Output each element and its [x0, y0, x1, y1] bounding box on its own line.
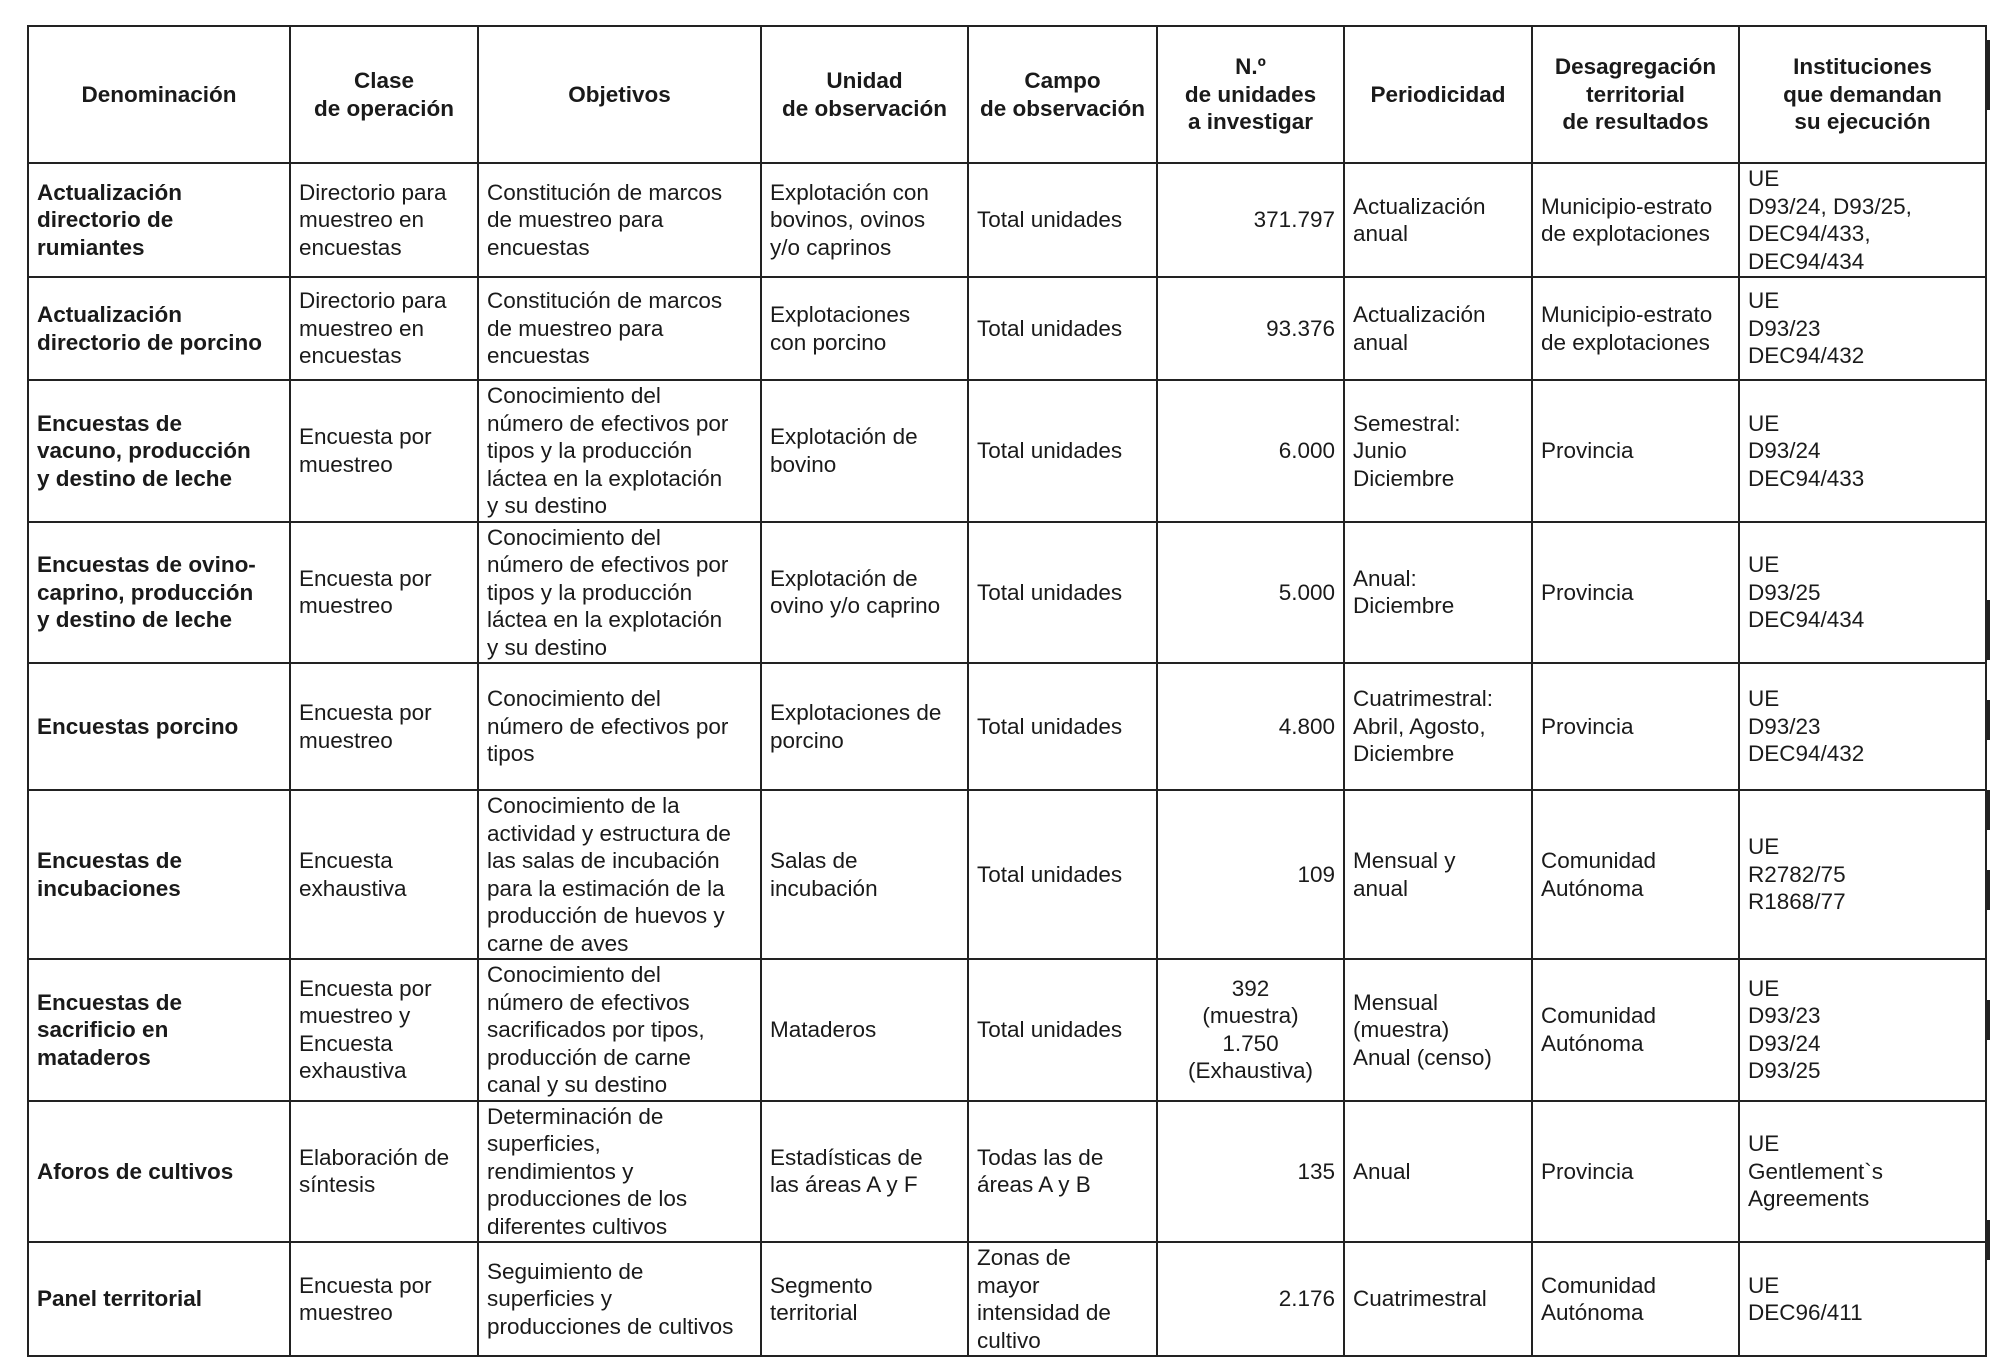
cell-line: Encuestas de — [37, 848, 183, 873]
cell-line: D93/24 — [1748, 1030, 1821, 1056]
cell-unidad — [761, 522, 968, 664]
cell-denominacion — [28, 380, 290, 522]
header-instituciones: Instituciones que demandan su ejecución — [1739, 26, 1986, 163]
cell-denominacion — [28, 1242, 290, 1356]
cell-line: 1.750 — [1222, 1030, 1279, 1056]
cell-line: y su destino — [487, 634, 608, 660]
cell-line: 109 — [1297, 861, 1335, 887]
cell-campo — [968, 522, 1157, 664]
cell-line: Explotación de — [770, 565, 918, 591]
cell-unidad — [761, 959, 968, 1101]
cell-unidades — [1157, 663, 1344, 790]
cell-objetivos — [478, 380, 761, 522]
cell-line: D93/23 — [1748, 1003, 1821, 1029]
cell-line: Directorio para — [299, 288, 447, 314]
cell-line: Seguimiento de — [487, 1258, 644, 1284]
page-edge-mark — [1987, 790, 1990, 830]
cell-line: Diciembre — [1353, 465, 1455, 491]
cell-line: Conocimiento del — [487, 383, 661, 408]
cell-periodicidad — [1344, 959, 1532, 1101]
cell-line: Diciembre — [1353, 741, 1455, 767]
cell-denominacion — [28, 790, 290, 959]
cell-unidades — [1157, 790, 1344, 959]
header-unidad: Unidad de observación — [761, 26, 968, 163]
cell-desagregacion — [1532, 163, 1739, 277]
table-row — [28, 663, 1986, 790]
cell-line: Total unidades — [977, 207, 1123, 233]
cell-unidades — [1157, 277, 1344, 380]
cell-line: Conocimiento de la — [487, 793, 680, 818]
cell-objetivos — [478, 959, 761, 1101]
cell-line: 135 — [1297, 1158, 1335, 1184]
cell-line: carne de aves — [487, 930, 629, 956]
cell-campo — [968, 1101, 1157, 1243]
cell-line: Actualización — [37, 179, 183, 205]
cell-periodicidad — [1344, 522, 1532, 664]
cell-line: número de efectivos — [487, 989, 690, 1015]
cell-denominacion — [28, 959, 290, 1101]
cell-instituciones — [1739, 163, 1986, 277]
table-row — [28, 522, 1986, 664]
cell-periodicidad — [1344, 1242, 1532, 1356]
cell-line: Mataderos — [770, 1017, 877, 1042]
cell-line: Salas de — [770, 848, 858, 873]
cell-line: UE — [1748, 410, 1780, 436]
cell-line: Municipio-estrato — [1541, 193, 1713, 219]
table-row — [28, 277, 1986, 380]
cell-line: tipos y la producción — [487, 438, 693, 463]
cell-line: de muestreo para — [487, 207, 664, 233]
header-denominacion: Denominación — [28, 26, 290, 163]
cell-line: anual — [1353, 221, 1409, 246]
cell-line: Directorio para — [299, 179, 447, 205]
cell-line: Panel territorial — [37, 1286, 203, 1312]
cell-line: Constitución de marcos — [487, 179, 723, 205]
cell-instituciones — [1739, 959, 1986, 1101]
cell-denominacion — [28, 1101, 290, 1243]
cell-objetivos — [478, 163, 761, 277]
cell-line: Actualización — [1353, 193, 1486, 219]
cell-line: encuestas — [299, 343, 402, 369]
cell-line: y destino de leche — [37, 607, 233, 632]
cell-line: tipos — [487, 741, 535, 767]
cell-campo — [968, 163, 1157, 277]
cell-instituciones — [1739, 1242, 1986, 1356]
cell-periodicidad — [1344, 163, 1532, 277]
cell-instituciones — [1739, 522, 1986, 664]
cell-line: muestreo y — [299, 1003, 411, 1029]
cell-line: Estadísticas de — [770, 1144, 923, 1170]
cell-clase — [290, 522, 478, 664]
cell-line: y destino de leche — [37, 465, 233, 491]
table-row — [28, 790, 1986, 959]
cell-clase — [290, 790, 478, 959]
cell-instituciones — [1739, 1101, 1986, 1243]
cell-line: superficies y — [487, 1286, 613, 1312]
cell-unidades — [1157, 163, 1344, 277]
cell-line: sacrificados por tipos, — [487, 1017, 705, 1042]
cell-line: Cuatrimestral — [1353, 1286, 1487, 1312]
cell-line: Constitución de marcos — [487, 288, 723, 314]
cell-campo — [968, 663, 1157, 790]
cell-line: Mensual y — [1353, 848, 1456, 873]
page-edge-mark — [1987, 700, 1990, 740]
cell-campo — [968, 959, 1157, 1101]
cell-campo — [968, 1242, 1157, 1356]
cell-line: Explotación de — [770, 424, 918, 450]
cell-objetivos — [478, 522, 761, 664]
cell-line: encuestas — [487, 234, 590, 260]
cell-line: DEC94/433, — [1748, 221, 1871, 246]
cell-line: Comunidad — [1541, 848, 1657, 873]
cell-line: producciones de los — [487, 1186, 688, 1211]
cell-desagregacion — [1532, 790, 1739, 959]
cell-line: (muestra) — [1353, 1017, 1450, 1042]
cell-line: DEC96/411 — [1748, 1300, 1863, 1325]
cell-unidad — [761, 277, 968, 380]
cell-unidad — [761, 163, 968, 277]
cell-line: canal y su destino — [487, 1072, 668, 1097]
cell-line: mataderos — [37, 1044, 151, 1070]
cell-line: láctea en la explotación — [487, 465, 723, 491]
cell-denominacion — [28, 663, 290, 790]
cell-line: Total unidades — [977, 438, 1123, 463]
cell-line: Total unidades — [977, 579, 1123, 605]
cell-line: Encuesta por — [299, 1272, 432, 1298]
cell-unidades — [1157, 959, 1344, 1101]
header-row — [28, 26, 1986, 163]
table-row — [28, 1101, 1986, 1243]
cell-unidad — [761, 1101, 968, 1243]
cell-line: Gentlement`s — [1748, 1158, 1884, 1184]
cell-line: muestreo en — [299, 315, 425, 341]
cell-unidad — [761, 790, 968, 959]
cell-line: número de efectivos por — [487, 713, 729, 739]
page-edge-mark — [1987, 600, 1990, 660]
cell-line: 93.376 — [1266, 315, 1335, 341]
table-row — [28, 1242, 1986, 1356]
cell-periodicidad — [1344, 277, 1532, 380]
cell-line: las áreas A y F — [770, 1172, 918, 1198]
table-body — [28, 163, 1986, 1356]
cell-clase — [290, 1242, 478, 1356]
cell-line: mayor — [977, 1272, 1040, 1298]
cell-line: D93/25 — [1748, 1058, 1821, 1084]
cell-line: UE — [1748, 1131, 1780, 1156]
cell-line: ovino y/o caprino — [770, 593, 941, 619]
cell-line: de muestreo para — [487, 315, 664, 341]
cell-line: vacuno, producción — [37, 438, 251, 463]
cell-clase — [290, 959, 478, 1101]
cell-line: anual — [1353, 875, 1409, 901]
header-unidades: N.º de unidades a investigar — [1157, 26, 1344, 163]
table-row — [28, 959, 1986, 1101]
cell-line: las salas de incubación — [487, 848, 720, 873]
cell-line: muestreo — [299, 727, 393, 753]
cell-line: Encuestas de ovino- — [37, 552, 256, 577]
cell-line: cultivo — [977, 1327, 1041, 1353]
cell-line: Cuatrimestral: — [1353, 686, 1494, 712]
cell-line: de explotaciones — [1541, 329, 1710, 355]
cell-line: D93/25 — [1748, 579, 1821, 605]
cell-line: Encuesta por — [299, 700, 432, 725]
cell-clase — [290, 1101, 478, 1243]
cell-line: Agreements — [1748, 1186, 1870, 1211]
cell-instituciones — [1739, 380, 1986, 522]
cell-line: Total unidades — [977, 1017, 1123, 1042]
cell-clase — [290, 277, 478, 380]
cell-line: Mensual — [1353, 989, 1439, 1015]
cell-unidades — [1157, 1101, 1344, 1243]
cell-line: exhaustiva — [299, 875, 407, 901]
header-periodicidad: Periodicidad — [1344, 26, 1532, 163]
cell-periodicidad — [1344, 1101, 1532, 1243]
cell-line: 371.797 — [1253, 207, 1335, 233]
cell-line: Anual — [1353, 1158, 1411, 1184]
cell-line: Provincia — [1541, 438, 1634, 463]
cell-instituciones — [1739, 790, 1986, 959]
cell-line: para la estimación de la — [487, 875, 725, 901]
cell-objetivos — [478, 663, 761, 790]
header-campo: Campo de observación — [968, 26, 1157, 163]
cell-line: Elaboración de — [299, 1144, 450, 1170]
cell-line: y su destino — [487, 493, 608, 518]
cell-line: DEC94/434 — [1748, 248, 1865, 274]
cell-line: producción de carne — [487, 1044, 691, 1070]
cell-line: Explotaciones — [770, 302, 911, 327]
cell-line: Municipio-estrato — [1541, 302, 1713, 327]
cell-line: Comunidad — [1541, 1003, 1657, 1029]
cell-line: 5.000 — [1278, 579, 1335, 605]
statistics-operations-table — [27, 25, 1987, 1357]
cell-line: Encuestas de — [37, 989, 183, 1015]
cell-line: intensidad de — [977, 1300, 1111, 1325]
cell-line: muestreo en — [299, 207, 425, 233]
cell-denominacion — [28, 163, 290, 277]
header-desagregacion: Desagregación territorial de resultados — [1532, 26, 1739, 163]
cell-line: Total unidades — [977, 315, 1123, 341]
cell-line: número de efectivos por — [487, 410, 729, 436]
cell-line: DEC94/432 — [1748, 741, 1865, 767]
cell-desagregacion — [1532, 1101, 1739, 1243]
cell-line: Conocimiento del — [487, 686, 661, 712]
cell-line: 6.000 — [1278, 438, 1335, 463]
cell-line: y/o caprinos — [770, 234, 892, 260]
cell-unidades — [1157, 1242, 1344, 1356]
header-objetivos: Objetivos — [478, 26, 761, 163]
cell-line: (Exhaustiva) — [1187, 1058, 1314, 1084]
cell-line: Zonas de — [977, 1245, 1071, 1270]
cell-instituciones — [1739, 663, 1986, 790]
table-row — [28, 380, 1986, 522]
cell-line: actividad y estructura de — [487, 820, 731, 846]
cell-line: caprino, producción — [37, 579, 254, 605]
cell-line: territorial — [770, 1300, 858, 1325]
cell-line: Junio — [1353, 438, 1407, 463]
cell-line: anual — [1353, 329, 1409, 355]
cell-line: diferentes cultivos — [487, 1213, 668, 1239]
cell-line: DEC94/433 — [1748, 465, 1865, 491]
cell-line: Actualización — [1353, 302, 1486, 327]
cell-line: tipos y la producción — [487, 579, 693, 605]
cell-line: Determinación de — [487, 1103, 664, 1129]
cell-line: Total unidades — [977, 861, 1123, 887]
cell-line: Anual (censo) — [1353, 1044, 1492, 1070]
cell-line: Encuesta por — [299, 975, 432, 1001]
cell-line: D93/23 — [1748, 315, 1821, 341]
cell-clase — [290, 163, 478, 277]
cell-line: Provincia — [1541, 579, 1634, 605]
cell-line: (muestra) — [1202, 1003, 1299, 1029]
cell-objetivos — [478, 277, 761, 380]
cell-line: R1868/77 — [1748, 889, 1846, 915]
cell-line: exhaustiva — [299, 1058, 407, 1084]
cell-line: Semestral: — [1353, 410, 1461, 436]
cell-objetivos — [478, 790, 761, 959]
cell-line: número de efectivos por — [487, 552, 729, 577]
cell-line: incubaciones — [37, 875, 181, 901]
cell-line: bovino — [770, 451, 837, 477]
cell-line: UE — [1748, 288, 1780, 314]
cell-line: Anual: — [1353, 565, 1417, 591]
cell-line: Autónoma — [1541, 1300, 1644, 1325]
cell-line: DEC94/432 — [1748, 343, 1865, 369]
cell-line: rumiantes — [37, 234, 145, 260]
header-clase: Clase de operación — [290, 26, 478, 163]
cell-line: Encuesta por — [299, 565, 432, 591]
cell-objetivos — [478, 1101, 761, 1243]
cell-line: síntesis — [299, 1172, 376, 1198]
cell-clase — [290, 380, 478, 522]
cell-line: Encuestas porcino — [37, 713, 239, 739]
cell-line: D93/24 — [1748, 438, 1821, 463]
page-edge-mark — [1987, 870, 1990, 910]
cell-campo — [968, 790, 1157, 959]
cell-denominacion — [28, 277, 290, 380]
cell-line: Encuestas de — [37, 410, 183, 436]
cell-clase — [290, 663, 478, 790]
cell-periodicidad — [1344, 790, 1532, 959]
cell-unidad — [761, 1242, 968, 1356]
cell-line: D93/23 — [1748, 713, 1821, 739]
cell-denominacion — [28, 522, 290, 664]
cell-desagregacion — [1532, 522, 1739, 664]
cell-line: Encuesta — [299, 1030, 393, 1056]
cell-line: directorio de porcino — [37, 329, 263, 355]
cell-line: Provincia — [1541, 713, 1634, 739]
cell-line: Autónoma — [1541, 1030, 1644, 1056]
cell-periodicidad — [1344, 380, 1532, 522]
cell-line: UE — [1748, 166, 1780, 191]
cell-line: láctea en la explotación — [487, 607, 723, 632]
cell-line: Abril, Agosto, — [1353, 713, 1486, 739]
cell-line: Actualización — [37, 302, 183, 327]
table-row — [28, 163, 1986, 277]
cell-line: muestreo — [299, 593, 393, 619]
cell-line: Conocimiento del — [487, 962, 661, 987]
cell-line: 2.176 — [1278, 1286, 1335, 1312]
cell-instituciones — [1739, 277, 1986, 380]
page-edge-mark — [1987, 1220, 1990, 1260]
cell-line: encuestas — [299, 234, 402, 260]
cell-line: Comunidad — [1541, 1272, 1657, 1298]
cell-line: muestreo — [299, 451, 393, 477]
cell-line: superficies, — [487, 1131, 601, 1156]
cell-line: Todas las de — [977, 1144, 1104, 1170]
cell-line: UE — [1748, 552, 1780, 577]
cell-line: Aforos de cultivos — [37, 1158, 234, 1184]
cell-periodicidad — [1344, 663, 1532, 790]
cell-line: porcino — [770, 727, 844, 753]
cell-campo — [968, 277, 1157, 380]
cell-line: Encuesta — [299, 848, 393, 873]
cell-unidad — [761, 663, 968, 790]
cell-line: 4.800 — [1278, 713, 1335, 739]
cell-line: con porcino — [770, 329, 887, 355]
cell-line: Conocimiento del — [487, 524, 661, 550]
cell-line: producción de huevos y — [487, 903, 725, 928]
cell-line: Encuesta por — [299, 424, 432, 450]
cell-line: D93/24, D93/25, — [1748, 193, 1912, 219]
cell-desagregacion — [1532, 959, 1739, 1101]
cell-line: muestreo — [299, 1300, 393, 1325]
cell-objetivos — [478, 1242, 761, 1356]
cell-line: Explotaciones de — [770, 700, 942, 725]
cell-line: DEC94/434 — [1748, 607, 1865, 632]
cell-line: bovinos, ovinos — [770, 207, 926, 233]
cell-line: rendimientos y — [487, 1158, 634, 1184]
cell-unidades — [1157, 522, 1344, 664]
cell-line: Explotación con — [770, 179, 929, 205]
cell-desagregacion — [1532, 277, 1739, 380]
cell-desagregacion — [1532, 1242, 1739, 1356]
cell-line: sacrificio en — [37, 1017, 169, 1042]
cell-line: 392 — [1231, 975, 1270, 1001]
cell-unidad — [761, 380, 968, 522]
cell-line: Segmento — [770, 1272, 873, 1298]
cell-line: incubación — [770, 875, 878, 901]
cell-line: UE — [1748, 686, 1780, 712]
cell-desagregacion — [1532, 663, 1739, 790]
cell-line: Diciembre — [1353, 593, 1455, 619]
cell-desagregacion — [1532, 380, 1739, 522]
cell-line: Provincia — [1541, 1158, 1634, 1184]
cell-line: Autónoma — [1541, 875, 1644, 901]
cell-line: UE — [1748, 1272, 1780, 1298]
cell-line: áreas A y B — [977, 1172, 1091, 1198]
cell-line: R2782/75 — [1748, 861, 1846, 887]
cell-line: UE — [1748, 834, 1780, 860]
cell-unidades — [1157, 380, 1344, 522]
page-edge-mark — [1987, 1000, 1990, 1040]
cell-line: producciones de cultivos — [487, 1313, 734, 1339]
cell-line: encuestas — [487, 343, 590, 369]
page-edge-mark — [1987, 40, 1990, 110]
cell-line: de explotaciones — [1541, 221, 1710, 246]
cell-line: UE — [1748, 975, 1780, 1001]
cell-campo — [968, 380, 1157, 522]
cell-line: directorio de — [37, 207, 174, 233]
cell-line: Total unidades — [977, 713, 1123, 739]
